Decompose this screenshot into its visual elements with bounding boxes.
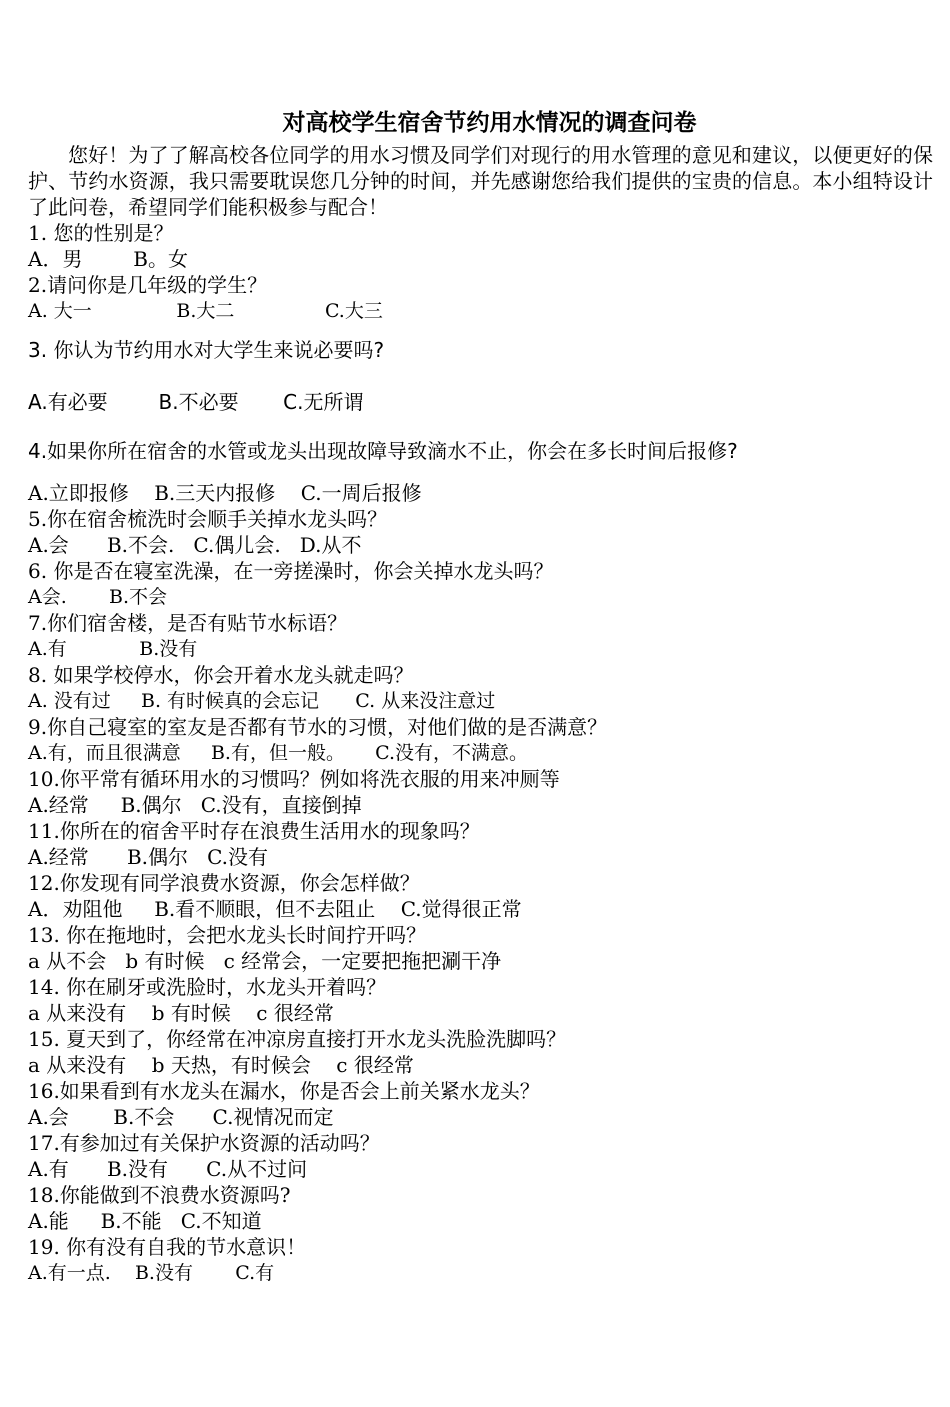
question-8: 8. 如果学校停水，你会开着水龙头就走吗？ (28, 663, 414, 687)
options-9: A.有，而且很满意 B.有，但一般。 C.没有，不满意。 (28, 742, 529, 764)
options-11: A.经常 B.偶尔 C.没有 (28, 845, 269, 869)
options-10: A.经常 B.偶尔 C.没有，直接倒掉 (28, 793, 362, 817)
document-page (28, 106, 933, 1286)
question-7: 7.你们宿舍楼，是否有贴节水标语？ (28, 611, 348, 635)
options-14: a 从来没有 b 有时候 c 很经常 (28, 1001, 334, 1025)
question-10: 10.你平常有循环用水的习惯吗？例如将洗衣服的用来冲厕等 (28, 767, 560, 791)
intro-paragraph: 您好！为了了解高校各位同学的用水习惯及同学们对现行的用水管理的意见和建议，以便更好的保护、节约水资源，我只需要耽误您几分钟的时间，并先感谢您给我们提供的宝贵的信息。本小组特设计了此问卷，希望同学们能积极参与配合！ (28, 143, 933, 219)
options-5: A.会 B.不会. C.偶儿会. D.从不 (28, 533, 362, 557)
question-12: 12.你发现有同学浪费水资源，你会怎样做？ (28, 871, 420, 895)
question-13: 13. 你在拖地时，会把水龙头长时间拧开吗？ (28, 923, 427, 947)
options-3: A.有必要 B.不必要 C.无所谓 (28, 390, 364, 414)
question-6: 6. 你是否在寝室洗澡，在一旁搓澡时，你会关掉水龙头吗？ (28, 559, 554, 583)
question-15: 15. 夏天到了，你经常在冲凉房直接打开水龙头洗脸洗脚吗？ (28, 1027, 567, 1051)
options-13: a 从不会 b 有时候 c 经常会，一定要把拖把涮干净 (28, 949, 502, 973)
question-16: 16.如果看到有水龙头在漏水，你是否会上前关紧水龙头？ (28, 1079, 540, 1103)
question-9: 9.你自己寝室的室友是否都有节水的习惯，对他们做的是否满意？ (28, 715, 608, 739)
options-19: A.有一点. B.没有 C.有 (28, 1262, 275, 1284)
question-1: 1. 您的性别是？ (28, 221, 174, 245)
options-18: A.能 B.不能 C.不知道 (28, 1209, 262, 1233)
question-3: 3. 你认为节约用水对大学生来说必要吗? (28, 338, 385, 362)
options-1: A．男 B。女 (28, 247, 188, 271)
options-17: A.有 B.没有 C.从不过问 (28, 1157, 308, 1181)
question-2: 2.请问你是几年级的学生？ (28, 273, 268, 297)
options-16: A.会 B.不会 C.视情况而定 (28, 1105, 334, 1129)
question-18: 18.你能做到不浪费水资源吗? (28, 1183, 291, 1207)
options-8: A. 没有过 B. 有时候真的会忘记 C. 从来没注意过 (28, 690, 496, 712)
question-5: 5.你在宿舍梳洗时会顺手关掉水龙头吗？ (28, 507, 388, 531)
question-17: 17.有参加过有关保护水资源的活动吗？ (28, 1131, 380, 1155)
options-15: a 从来没有 b 天热，有时候会 c 很经常 (28, 1053, 414, 1077)
options-6: A会. B.不会 (28, 586, 168, 608)
document-title: 对高校学生宿舍节约用水情况的调查问卷 (282, 110, 697, 136)
options-2: A. 大一 B.大二 C.大三 (28, 300, 383, 322)
question-19: 19. 你有没有自我的节水意识！ (28, 1235, 307, 1259)
question-14: 14. 你在刷牙或洗脸时，水龙头开着吗？ (28, 975, 387, 999)
options-7: A.有 B.没有 (28, 638, 198, 660)
options-12: A．劝阻他 B.看不顺眼，但不去阻止 C.觉得很正常 (28, 897, 522, 921)
question-4: 4.如果你所在宿舍的水管或龙头出现故障导致滴水不止，你会在多长时间后报修? (28, 439, 738, 463)
question-11: 11.你所在的宿舍平时存在浪费生活用水的现象吗？ (28, 819, 480, 843)
options-4: A.立即报修 B.三天内报修 C.一周后报修 (28, 481, 422, 505)
